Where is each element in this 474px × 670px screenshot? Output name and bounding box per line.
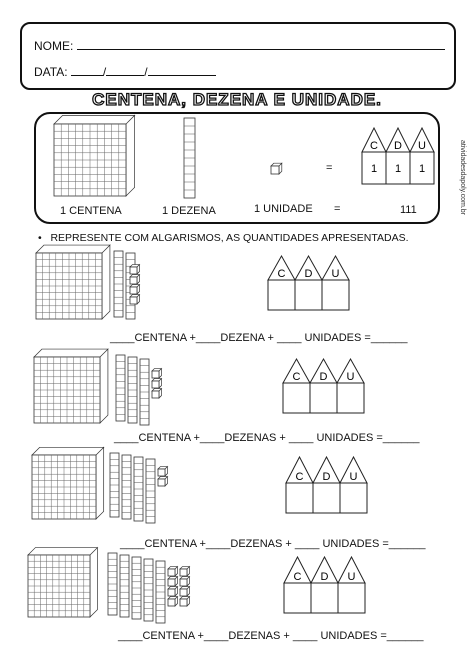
unit-cube-face (130, 277, 137, 284)
ten-rod (128, 357, 137, 423)
unit-cube-face (180, 599, 187, 606)
ten-rod (110, 453, 119, 517)
unit-cube-face (271, 166, 279, 174)
house-header-d: D (319, 371, 328, 383)
hundred-block (28, 548, 97, 617)
house-header-c: C (277, 268, 286, 280)
house-value: 1 (370, 163, 378, 175)
date-separator: / (102, 65, 107, 79)
house-header-u: U (347, 571, 356, 583)
instruction-text: REPRESENTE COM ALGARISMOS, AS QUANTIDADES APRESENTADAS. (50, 232, 409, 244)
house-header-d: D (304, 268, 313, 280)
bullet-icon: • (38, 232, 51, 244)
house-column (313, 483, 340, 513)
exercise-1-answer-line[interactable]: ____CENTENA +____DEZENA + ____ UNIDADES =______ (110, 332, 408, 344)
ten-rod (146, 459, 155, 523)
house-column (337, 383, 364, 413)
name-label: NOME: (34, 39, 74, 53)
unit-cube-face (152, 391, 159, 398)
house-header-c: C (370, 140, 378, 152)
house-column (283, 383, 310, 413)
instruction (38, 232, 409, 244)
unit-cube-face (130, 287, 137, 294)
date-separator: / (144, 65, 148, 79)
hundred-block (54, 115, 135, 196)
date-label: DATA: (34, 65, 68, 79)
exercise-3-answer-line[interactable]: ____CENTENA +____DEZENAS + ____ UNIDADES =______ (120, 538, 426, 550)
house-column (284, 583, 311, 613)
hundred-block (32, 447, 104, 519)
ten-rod (122, 455, 131, 519)
house-column (295, 280, 322, 310)
ten-rod (134, 457, 143, 521)
unit-cube-face (130, 297, 137, 304)
ten-rod (144, 559, 153, 621)
ten-rod (140, 359, 149, 425)
house-header-u: U (331, 268, 340, 280)
exercise-4-answer-line[interactable]: ____CENTENA +____DEZENAS + ____ UNIDADES =______ (118, 630, 424, 642)
house-header-c: C (292, 371, 301, 383)
house-header-d: D (394, 140, 402, 152)
unit-cube-face (168, 599, 175, 606)
ten-rod (184, 118, 195, 198)
unit-cube-face (180, 589, 187, 596)
ten-rod (108, 553, 117, 615)
house-column (338, 583, 365, 613)
unit-cube-face (180, 579, 187, 586)
house-header-c: C (295, 471, 304, 483)
example-equals-bottom: = (334, 203, 341, 215)
ten-rod (132, 557, 141, 619)
hundred-block (36, 245, 110, 319)
house-header-c: C (293, 571, 302, 583)
ten-rod (116, 355, 125, 421)
house-value: 1 (394, 163, 402, 175)
unit-cube-face (152, 381, 159, 388)
unit-cube-face (158, 479, 165, 486)
house-header-u: U (346, 371, 355, 383)
ten-rod (156, 561, 165, 623)
exercise-2-answer-line[interactable]: ____CENTENA +____DEZENAS + ____ UNIDADES =______ (114, 432, 420, 444)
house-header-u: U (349, 471, 358, 483)
house-column (310, 383, 337, 413)
page-title: CENTENA, DEZENA E UNIDADE. (92, 90, 382, 109)
unit-cube-face (180, 569, 187, 576)
example-equals: = (326, 162, 333, 174)
house-column (311, 583, 338, 613)
unit-cube-face (152, 371, 159, 378)
unit-cube-face (158, 469, 165, 476)
example-label-dezena: 1 DEZENA (162, 205, 216, 217)
house-header-u: U (418, 140, 426, 152)
house-header-d: D (322, 471, 331, 483)
house-column (286, 483, 313, 513)
unit-cube-face (168, 589, 175, 596)
house-value: 1 (418, 163, 426, 175)
example-result: 111 (400, 204, 417, 216)
unit-cube-face (168, 579, 175, 586)
example-label-unidade: 1 UNIDADE (254, 203, 313, 215)
house-column (340, 483, 367, 513)
house-header-d: D (320, 571, 329, 583)
house-column (322, 280, 349, 310)
ten-rod (114, 251, 123, 317)
hundred-block (34, 349, 108, 423)
unit-cube-face (130, 267, 137, 274)
unit-cube-face (168, 569, 175, 576)
house-column (268, 280, 295, 310)
ten-rod (120, 555, 129, 617)
watermark: atividadesdapoly.com.br (459, 140, 466, 215)
example-label-centena: 1 CENTENA (60, 205, 122, 217)
